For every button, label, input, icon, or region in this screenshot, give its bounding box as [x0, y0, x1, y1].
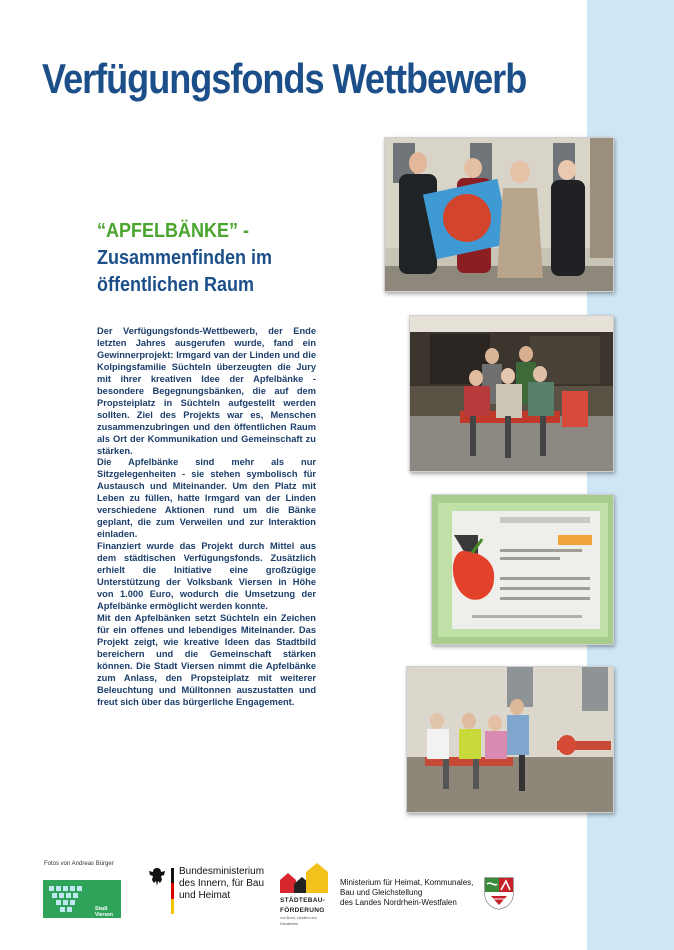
- paragraph-1: Der Verfügungsfonds-Wettbewerb, der Ende letzten Jahres ausgerufen wurde, fand ein Gewinnerprojekt: Irmgard van der Linden und die Kolpingsfamilie Süchteln überzeugten die Jury mit ihrer kreativen Idee der Apfelbänke - besondere Begegnungsbänken, die auf dem Propsteiplatz in Süchteln aufgestellt werden sollten. Ziel des Projekts war es, Menschen zusammenzubringen und den öffentlichen Raum als Ort der Kommunikation und Gemeinschaft zu stärken.: [97, 326, 316, 456]
- stadt-viersen-logo-text: Stadt Viersen: [95, 906, 113, 918]
- subtitle: [97, 218, 295, 299]
- staedtebau-small-2: Gemeinden: [280, 921, 299, 926]
- nrw-ministerium-text: [340, 878, 473, 908]
- page-title: Verfügungsfonds Wettbewerb: [42, 55, 527, 102]
- subtitle-open-quote: “: [97, 220, 106, 242]
- staedtebau-small-1: von Bund, Ländern und: [280, 916, 317, 920]
- subtitle-line-3: öffentlichen Raum: [97, 274, 255, 296]
- paragraph-2: Die Apfelbänke sind mehr als nur Sitzgelegenheiten - sie stehen symbolisch für Austausch und Miteinander. Um den Platz mit Leben zu füllen, hatte Irmgard van der Linden verschiedene Aktionen rund um die Bänke geplant, die zum Verweilen und zur Interaktion einladen.: [97, 457, 316, 540]
- federal-eagle-icon: [146, 866, 168, 888]
- body-text: [97, 326, 316, 709]
- staedtebau-line-1: STÄDTEBAU-: [280, 897, 326, 904]
- bmi-line-1: Bundesministerium: [179, 866, 265, 877]
- bmi-line-2: des Innern, für Bau: [179, 878, 265, 889]
- ministerium-line-1: Ministerium für Heimat, Kommunales,: [340, 878, 474, 887]
- subtitle-close-quote: ” -: [229, 220, 250, 242]
- photo-event-poster: [431, 494, 614, 645]
- bmi-line-3: und Heimat: [179, 890, 231, 901]
- photo-people-on-apple-benches: [406, 666, 614, 813]
- ministerium-line-3: des Landes Nordrhein-Westfalen: [340, 898, 457, 907]
- stadt-viersen-logo: [43, 880, 121, 918]
- photo-people-on-bench: [409, 315, 614, 472]
- staedtebaufoerderung-logo: [280, 860, 330, 926]
- subtitle-line-2: Zusammenfinden im: [97, 247, 273, 269]
- german-flag-stripe: [171, 868, 174, 914]
- nrw-coat-of-arms-icon: [483, 876, 515, 910]
- houses-icon: [280, 860, 330, 895]
- photo-credit: Fotos von Andreas Bürger: [44, 861, 114, 867]
- paragraph-4: Mit den Apfelbänken setzt Süchteln ein Zeichen für ein offenes und lebendiges Miteinander. Das Projekt zeigt, wie kreative Ideen das Stadtbild bereichern und die Gemeinschaft stärken können. Die Stadt Viersen nimmt die Apfelbänke zum Anlass, den Propsteiplatz mit weiterer Beleuchtung und Mülltonnen auszustatten und freut sich über das bürgerliche Engagement.: [97, 612, 316, 707]
- ministerium-line-2: Bau und Gleichstellung: [340, 888, 423, 897]
- photo-group-with-apple-painting: [384, 137, 614, 292]
- paragraph-3: Finanziert wurde das Projekt durch Mittel aus dem städtischen Verfügungsfonds. Zusätzlich erhielt die Initiative eine großzügige Unterstützung der Volksbank Viersen in Höhe von 1.000 Euro, wodurch die Umsetzung der Apfelbänke ermöglicht werden konnte.: [97, 541, 316, 611]
- staedtebau-line-2: FÖRDERUNG: [280, 907, 325, 914]
- subtitle-project-name: APFELBÄNKE: [106, 220, 230, 242]
